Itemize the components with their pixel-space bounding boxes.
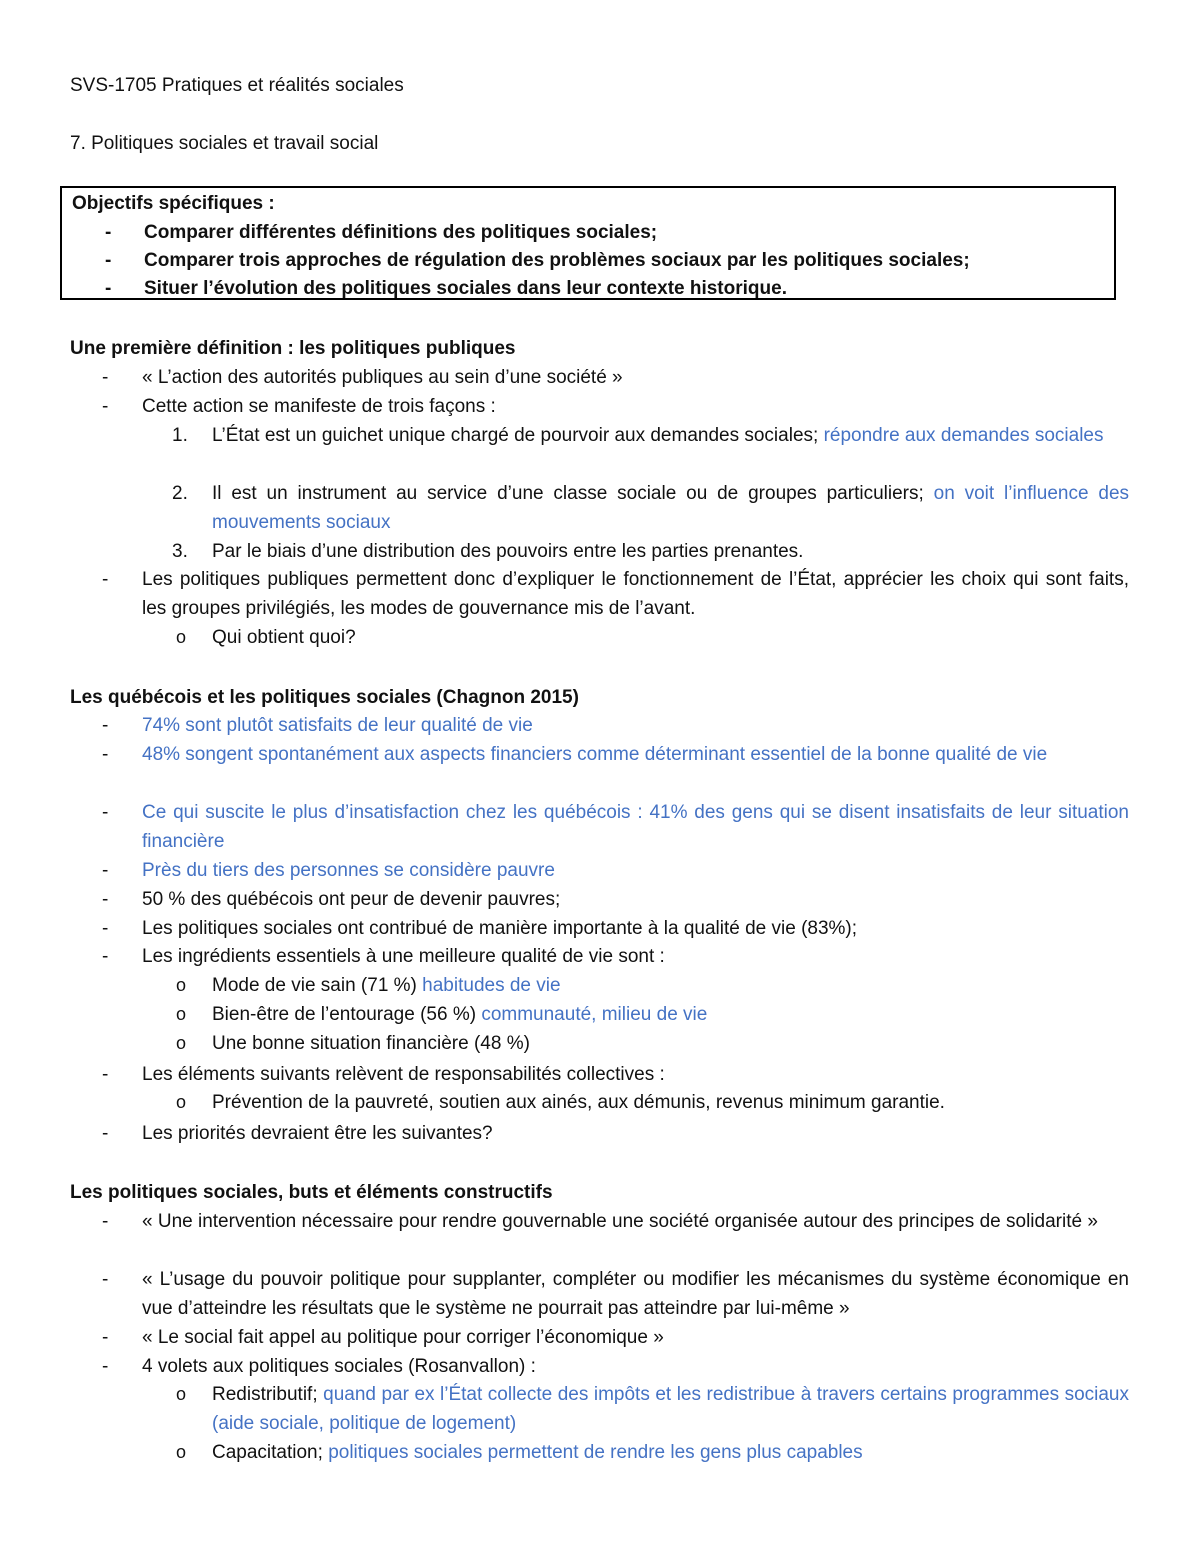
numbered-item: [172, 421, 1129, 450]
list-item: [102, 942, 1129, 971]
number-marker: 1.: [172, 425, 188, 446]
list-item-text: Les priorités devraient être les suivantes?: [142, 1123, 493, 1144]
annotation-note: 74% sont plutôt satisfaits de leur qualité de vie: [142, 715, 533, 736]
sub-item: [172, 623, 1129, 652]
annotation-note: communauté, milieu de vie: [481, 1004, 708, 1025]
list-item-text: Les ingrédients essentiels à une meilleure qualité de vie sont :: [142, 946, 665, 967]
sub-item-text: Qui obtient quoi?: [212, 627, 356, 648]
dash-bullet: -: [102, 569, 109, 590]
list-item: [102, 1207, 1129, 1236]
dash-bullet: -: [105, 278, 112, 299]
item-text: Redistributif;: [212, 1384, 318, 1405]
objectives-box: [60, 186, 1116, 300]
circle-bullet: o: [176, 1442, 187, 1462]
list-item-text: « L’usage du pouvoir politique pour supplanter, compléter ou modifier les mécanismes du système économique en vue d’atteindre les résultats que le système ne pourrait pas atteindre par lui-même »: [142, 1269, 1129, 1319]
list-item-text: 4 volets aux politiques sociales (Rosanvallon) :: [142, 1356, 536, 1377]
list-item: [102, 1119, 1129, 1148]
dash-bullet: -: [105, 222, 112, 243]
list-item: [102, 885, 1129, 914]
circle-bullet: o: [176, 975, 187, 995]
annotation-note: répondre aux demandes sociales: [823, 425, 1104, 446]
annotation-note: 48% songent spontanément aux aspects financiers comme déterminant essentiel de la bonne qualité de vie: [142, 744, 1048, 765]
sub-item: [172, 1029, 1129, 1058]
objective-text: Comparer trois approches de régulation des problèmes sociaux par les politiques sociales;: [144, 250, 970, 271]
dash-bullet: -: [102, 1064, 109, 1085]
list-item: [102, 856, 1129, 885]
list-item: [102, 914, 1129, 943]
list-item: [102, 1265, 1129, 1323]
list-item: [102, 363, 1129, 392]
dash-bullet: -: [102, 918, 109, 939]
circle-bullet: o: [176, 627, 187, 647]
sub-item-text: [212, 1000, 1129, 1029]
list-item-text: « Une intervention nécessaire pour rendre gouvernable une société organisée autour des principes de solidarité »: [142, 1211, 1098, 1232]
circle-bullet: o: [176, 1092, 187, 1112]
numbered-item: [172, 537, 1129, 566]
numbered-item: [172, 479, 1129, 537]
sub-item: [172, 971, 1129, 1000]
circle-bullet: o: [176, 1384, 187, 1404]
list-item: [102, 1323, 1129, 1352]
dash-bullet: -: [102, 1123, 109, 1144]
list-item: [102, 1352, 1129, 1381]
dash-bullet: -: [102, 802, 109, 823]
number-marker: 2.: [172, 483, 188, 504]
number-marker: 3.: [172, 541, 188, 562]
dash-bullet: -: [102, 889, 109, 910]
item-text: L’État est un guichet unique chargé de pourvoir aux demandes sociales;: [212, 425, 819, 446]
sub-item: [172, 1088, 1129, 1117]
dash-bullet: -: [102, 1356, 109, 1377]
section-heading: Une première définition : les politiques publiques: [70, 338, 516, 359]
list-item-text: Les politiques publiques permettent donc d’expliquer le fonctionnement de l’État, apprécier les choix qui sont faits, les groupes privilégiés, les modes de gouvernance mis de l’avant.: [142, 569, 1129, 619]
circle-bullet: o: [176, 1004, 187, 1024]
sub-item: [172, 1000, 1129, 1029]
objective-text: Comparer différentes définitions des politiques sociales;: [144, 222, 658, 243]
dash-bullet: -: [102, 396, 109, 417]
objective-text: Situer l’évolution des politiques sociales dans leur contexte historique.: [144, 278, 787, 299]
annotation-note: habitudes de vie: [422, 975, 561, 996]
annotation-note: quand par ex l’État collecte des impôts et les redistribue à travers certains programmes sociaux (aide sociale, politique de logement): [212, 1384, 1129, 1434]
list-item: [102, 1060, 1129, 1089]
list-item-text: « Le social fait appel au politique pour corriger l’économique »: [142, 1327, 664, 1348]
course-title: SVS-1705 Pratiques et réalités sociales: [70, 75, 404, 96]
annotation-note: Ce qui suscite le plus d’insatisfaction chez les québécois : 41% des gens qui se disent insatisfaits de leur situation financière: [142, 802, 1129, 852]
list-item-text: 50 % des québécois ont peur de devenir pauvres;: [142, 889, 561, 910]
dash-bullet: -: [102, 744, 109, 765]
sub-item-text: Prévention de la pauvreté, soutien aux ainés, aux démunis, revenus minimum garantie.: [212, 1092, 945, 1113]
item-text: Bien-être de l’entourage (56 %): [212, 1004, 477, 1025]
dash-bullet: -: [102, 715, 109, 736]
sub-item: [172, 1380, 1129, 1438]
chapter-title: 7. Politiques sociales et travail social: [70, 133, 379, 154]
numbered-item-text: [212, 479, 1129, 537]
numbered-item-text: [212, 421, 1129, 450]
dash-bullet: -: [102, 1269, 109, 1290]
dash-bullet: -: [102, 1327, 109, 1348]
sub-item-text: [212, 1438, 1129, 1467]
list-item-text: Les politiques sociales ont contribué de manière importante à la qualité de vie (83%);: [142, 918, 858, 939]
item-text: Il est un instrument au service d’une classe sociale ou de groupes particuliers;: [212, 483, 924, 504]
dash-bullet: -: [102, 367, 109, 388]
numbered-item-text: Par le biais d’une distribution des pouvoirs entre les parties prenantes.: [212, 541, 804, 562]
dash-bullet: -: [105, 250, 112, 271]
list-item: [102, 711, 1129, 740]
sub-item-text: [212, 1380, 1129, 1438]
item-text: Capacitation;: [212, 1442, 323, 1463]
annotation-note: Près du tiers des personnes se considère pauvre: [142, 860, 555, 881]
objectives-title: Objectifs spécifiques :: [72, 193, 275, 214]
list-item: [102, 740, 1129, 769]
list-item-text: Les éléments suivants relèvent de responsabilités collectives :: [142, 1064, 665, 1085]
sub-item-text: [212, 971, 1129, 1000]
list-item-text: Cette action se manifeste de trois façons :: [142, 396, 496, 417]
section-heading: Les politiques sociales, buts et éléments constructifs: [70, 1182, 553, 1203]
dash-bullet: -: [102, 1211, 109, 1232]
list-item: [102, 392, 1129, 421]
item-text: Mode de vie sain (71 %): [212, 975, 417, 996]
dash-bullet: -: [102, 860, 109, 881]
list-item-text: « L’action des autorités publiques au sein d’une société »: [142, 367, 623, 388]
annotation-note: politiques sociales permettent de rendre les gens plus capables: [328, 1442, 863, 1463]
section-heading: Les québécois et les politiques sociales (Chagnon 2015): [70, 687, 579, 708]
list-item: [102, 798, 1129, 856]
dash-bullet: -: [102, 946, 109, 967]
list-item: [102, 565, 1129, 623]
annotation-note: on voit l’influence des mouvements sociaux: [212, 483, 1130, 533]
sub-item: [172, 1438, 1129, 1467]
circle-bullet: o: [176, 1033, 187, 1053]
sub-item-text: Une bonne situation financière (48 %): [212, 1033, 530, 1054]
